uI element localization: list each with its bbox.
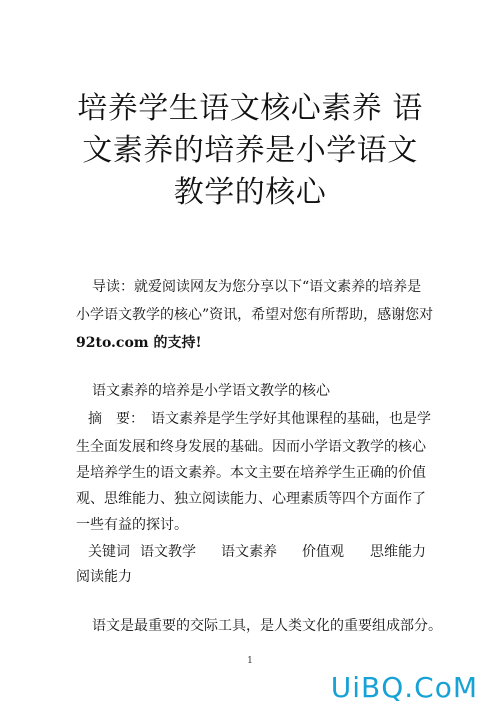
keyword-3: 价值观 — [302, 544, 344, 560]
page-number: 1 — [247, 656, 253, 666]
watermark-logo: UiBQ.CoM — [330, 671, 478, 704]
title-line-1: 培养学生语文核心素养 语 — [77, 91, 423, 126]
keywords-label: 关键词 — [88, 544, 130, 560]
body-first-line: 语文是最重要的交际工具，是人类文化的重要组成部分。 — [92, 618, 442, 634]
title-line-3: 教学的核心 — [173, 175, 327, 210]
keyword-5: 阅读能力 — [76, 569, 132, 585]
abstract-line-5: 一些有益的探讨。 — [76, 517, 188, 533]
title-line-2: 文素养的培养是小学语文 — [82, 133, 418, 168]
abstract-line-4: 观、思维能力、独立阅读能力、心理素质等四个方面作了 — [76, 491, 426, 507]
article-heading: 语文素养的培养是小学语文教学的核心 — [92, 383, 330, 399]
keyword-2: 语文素养 — [221, 544, 277, 560]
abstract-line-1: 摘 要： 语文素养是学生学好其他课程的基础，也是学 — [88, 411, 431, 427]
abstract-line-3: 是培养学生的语文素养。本文主要在培养学生正确的价值 — [76, 465, 426, 481]
abstract-line-2: 生全面发展和终身发展的基础。因而小学语文教学的核心 — [76, 439, 426, 455]
intro-line-2: 小学语文教学的核心”资讯，希望对您有所帮助，感谢您对 — [76, 307, 434, 323]
keyword-4: 思维能力 — [370, 544, 426, 560]
keyword-1: 语文教学 — [140, 544, 196, 560]
intro-line-1: 导读：就爱阅读网友为您分享以下“语文素养的培养是 — [92, 279, 422, 295]
intro-line-3: 92to.com 的支持! — [76, 335, 202, 351]
